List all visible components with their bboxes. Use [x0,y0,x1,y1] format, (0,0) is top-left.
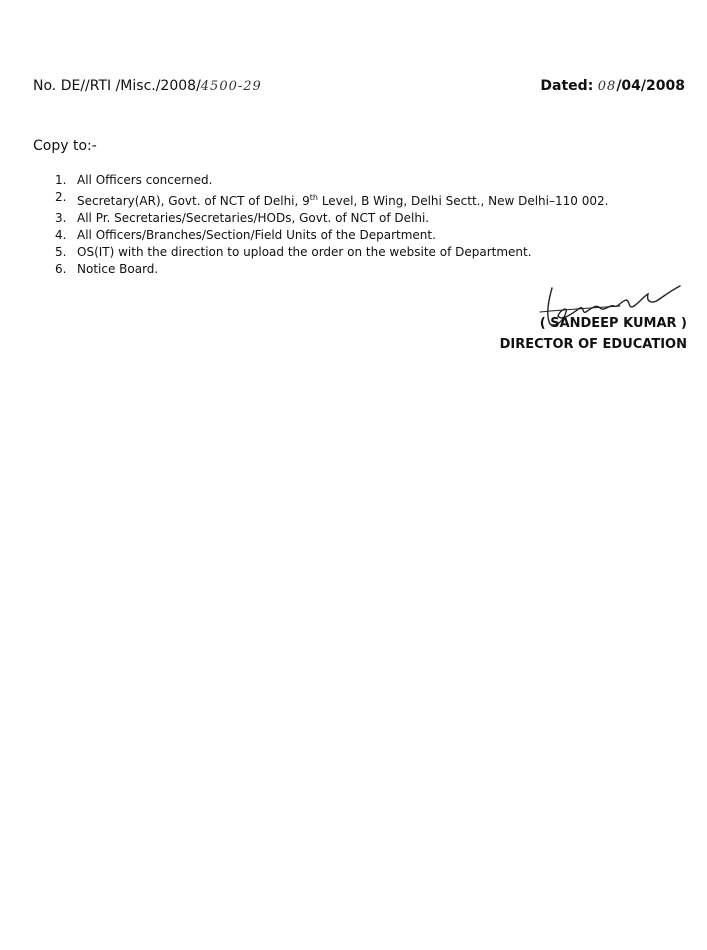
list-item-number: 1. [55,173,67,187]
list-item-text: Notice Board. [77,262,159,276]
list-item-number: 3. [55,211,67,225]
dated-label: Dated: [540,78,594,94]
list-item [55,261,608,278]
list-item-text-after: Level, B Wing, Delhi Sectt., New Delhi–110 002. [318,194,609,208]
list-item-text: All Officers/Branches/Section/Field Units of the Department. [77,228,436,242]
list-item-text: OS(IT) with the direction to upload the order on the website of Department. [77,245,532,259]
reference-number [33,78,262,94]
list-item [55,244,608,261]
dated-line [540,78,685,94]
list-item [55,172,608,189]
list-item-number: 6. [55,262,67,276]
copy-to-heading: Copy to:- [33,138,97,154]
list-item-number: 2. [55,190,67,204]
list-item-number: 4. [55,228,67,242]
list-item [55,227,608,244]
list-item [55,210,608,227]
distribution-list [55,172,608,278]
reference-handwritten-number: 4500-29 [200,79,262,94]
list-item-number: 5. [55,245,67,259]
signatory-name: ( SANDEEP KUMAR ) [539,316,687,331]
list-item-superscript: th [309,193,318,202]
list-item-text: All Pr. Secretaries/Secretaries/HODs, Govt. of NCT of Delhi. [77,211,430,225]
list-item-text: All Officers concerned. [77,173,213,187]
dated-month-year: /04/2008 [616,78,685,94]
list-item [55,189,608,210]
list-item-text [77,189,608,210]
reference-prefix: No. DE//RTI /Misc./2008/ [33,78,201,94]
dated-handwritten-day: 08 [597,79,617,94]
signatory-title: DIRECTOR OF EDUCATION [499,337,687,352]
list-item-text-before: Secretary(AR), Govt. of NCT of Delhi, 9 [77,194,310,208]
